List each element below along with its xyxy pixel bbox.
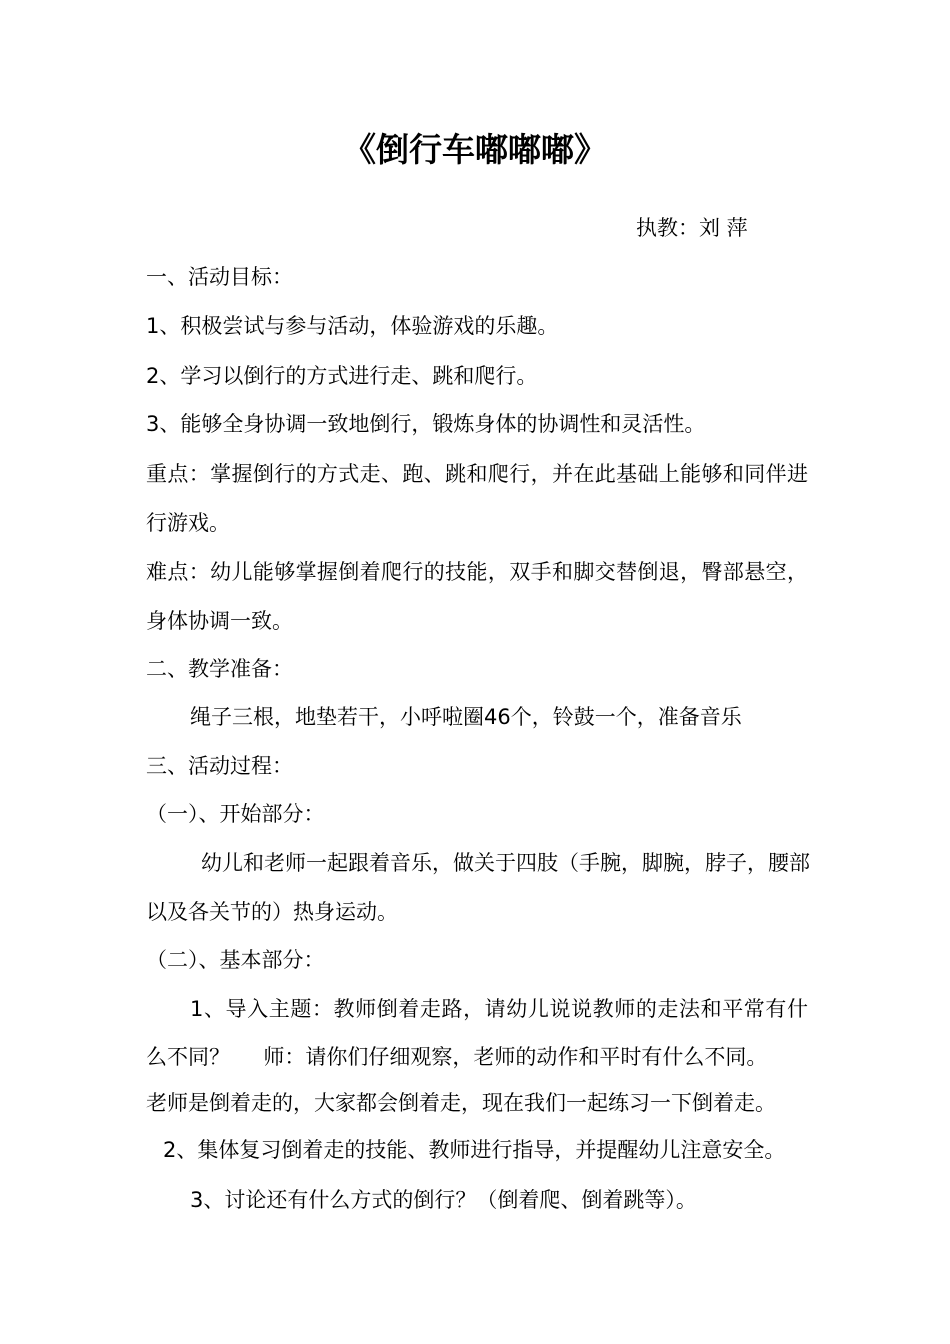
warmup-line-2: 以及各关节的）热身运动。 <box>146 900 398 924</box>
difficulty-line-1: 难点：幼儿能够掌握倒着爬行的技能，双手和脚交替倒退，臀部悬空， <box>146 560 808 584</box>
basic-step-1-line-2: 么不同？ 师：请你们仔细观察，老师的动作和平时有什么不同。 <box>146 1045 768 1069</box>
basic-step-2: 2、集体复习倒着走的技能、教师进行指导，并提醒幼儿注意安全。 <box>163 1138 786 1162</box>
objective-item-2: 2、学习以倒行的方式进行走、跳和爬行。 <box>146 364 538 388</box>
author-line: 执教：刘 萍 <box>636 216 748 240</box>
document-title: 《倒行车嘟嘟嘟》 <box>343 130 607 169</box>
warmup-line-1: 幼儿和老师一起跟着音乐，做关于四肢（手腕，脚腕，脖子，腰部 <box>201 851 810 875</box>
section-heading-process: 三、活动过程： <box>146 754 293 778</box>
difficulty-line-2: 身体协调一致。 <box>146 609 293 633</box>
subsection-heading-start: （一）、开始部分： <box>146 802 325 826</box>
section-heading-objectives: 一、活动目标： <box>146 265 293 289</box>
basic-step-1-line-3: 老师是倒着走的，大家都会倒着走，现在我们一起练习一下倒着走。 <box>146 1091 776 1115</box>
basic-step-3: 3、讨论还有什么方式的倒行？（倒着爬、倒着跳等）。 <box>190 1188 697 1212</box>
preparation-text: 绳子三根，地垫若干，小呼啦圈46个，铃鼓一个，准备音乐 <box>190 705 742 729</box>
section-heading-preparation: 二、教学准备： <box>146 657 293 681</box>
objective-item-3: 3、能够全身协调一致地倒行，锻炼身体的协调性和灵活性。 <box>146 412 706 436</box>
key-point-line-2: 行游戏。 <box>146 511 230 535</box>
objective-item-1: 1、积极尝试与参与活动，体验游戏的乐趣。 <box>146 314 559 338</box>
basic-step-1-line-1: 1、导入主题：教师倒着走路，请幼儿说说教师的走法和平常有什 <box>190 997 808 1021</box>
key-point-line-1: 重点：掌握倒行的方式走、跑、跳和爬行，并在此基础上能够和同伴进 <box>146 462 808 486</box>
subsection-heading-basic: （二）、基本部分： <box>146 948 325 972</box>
